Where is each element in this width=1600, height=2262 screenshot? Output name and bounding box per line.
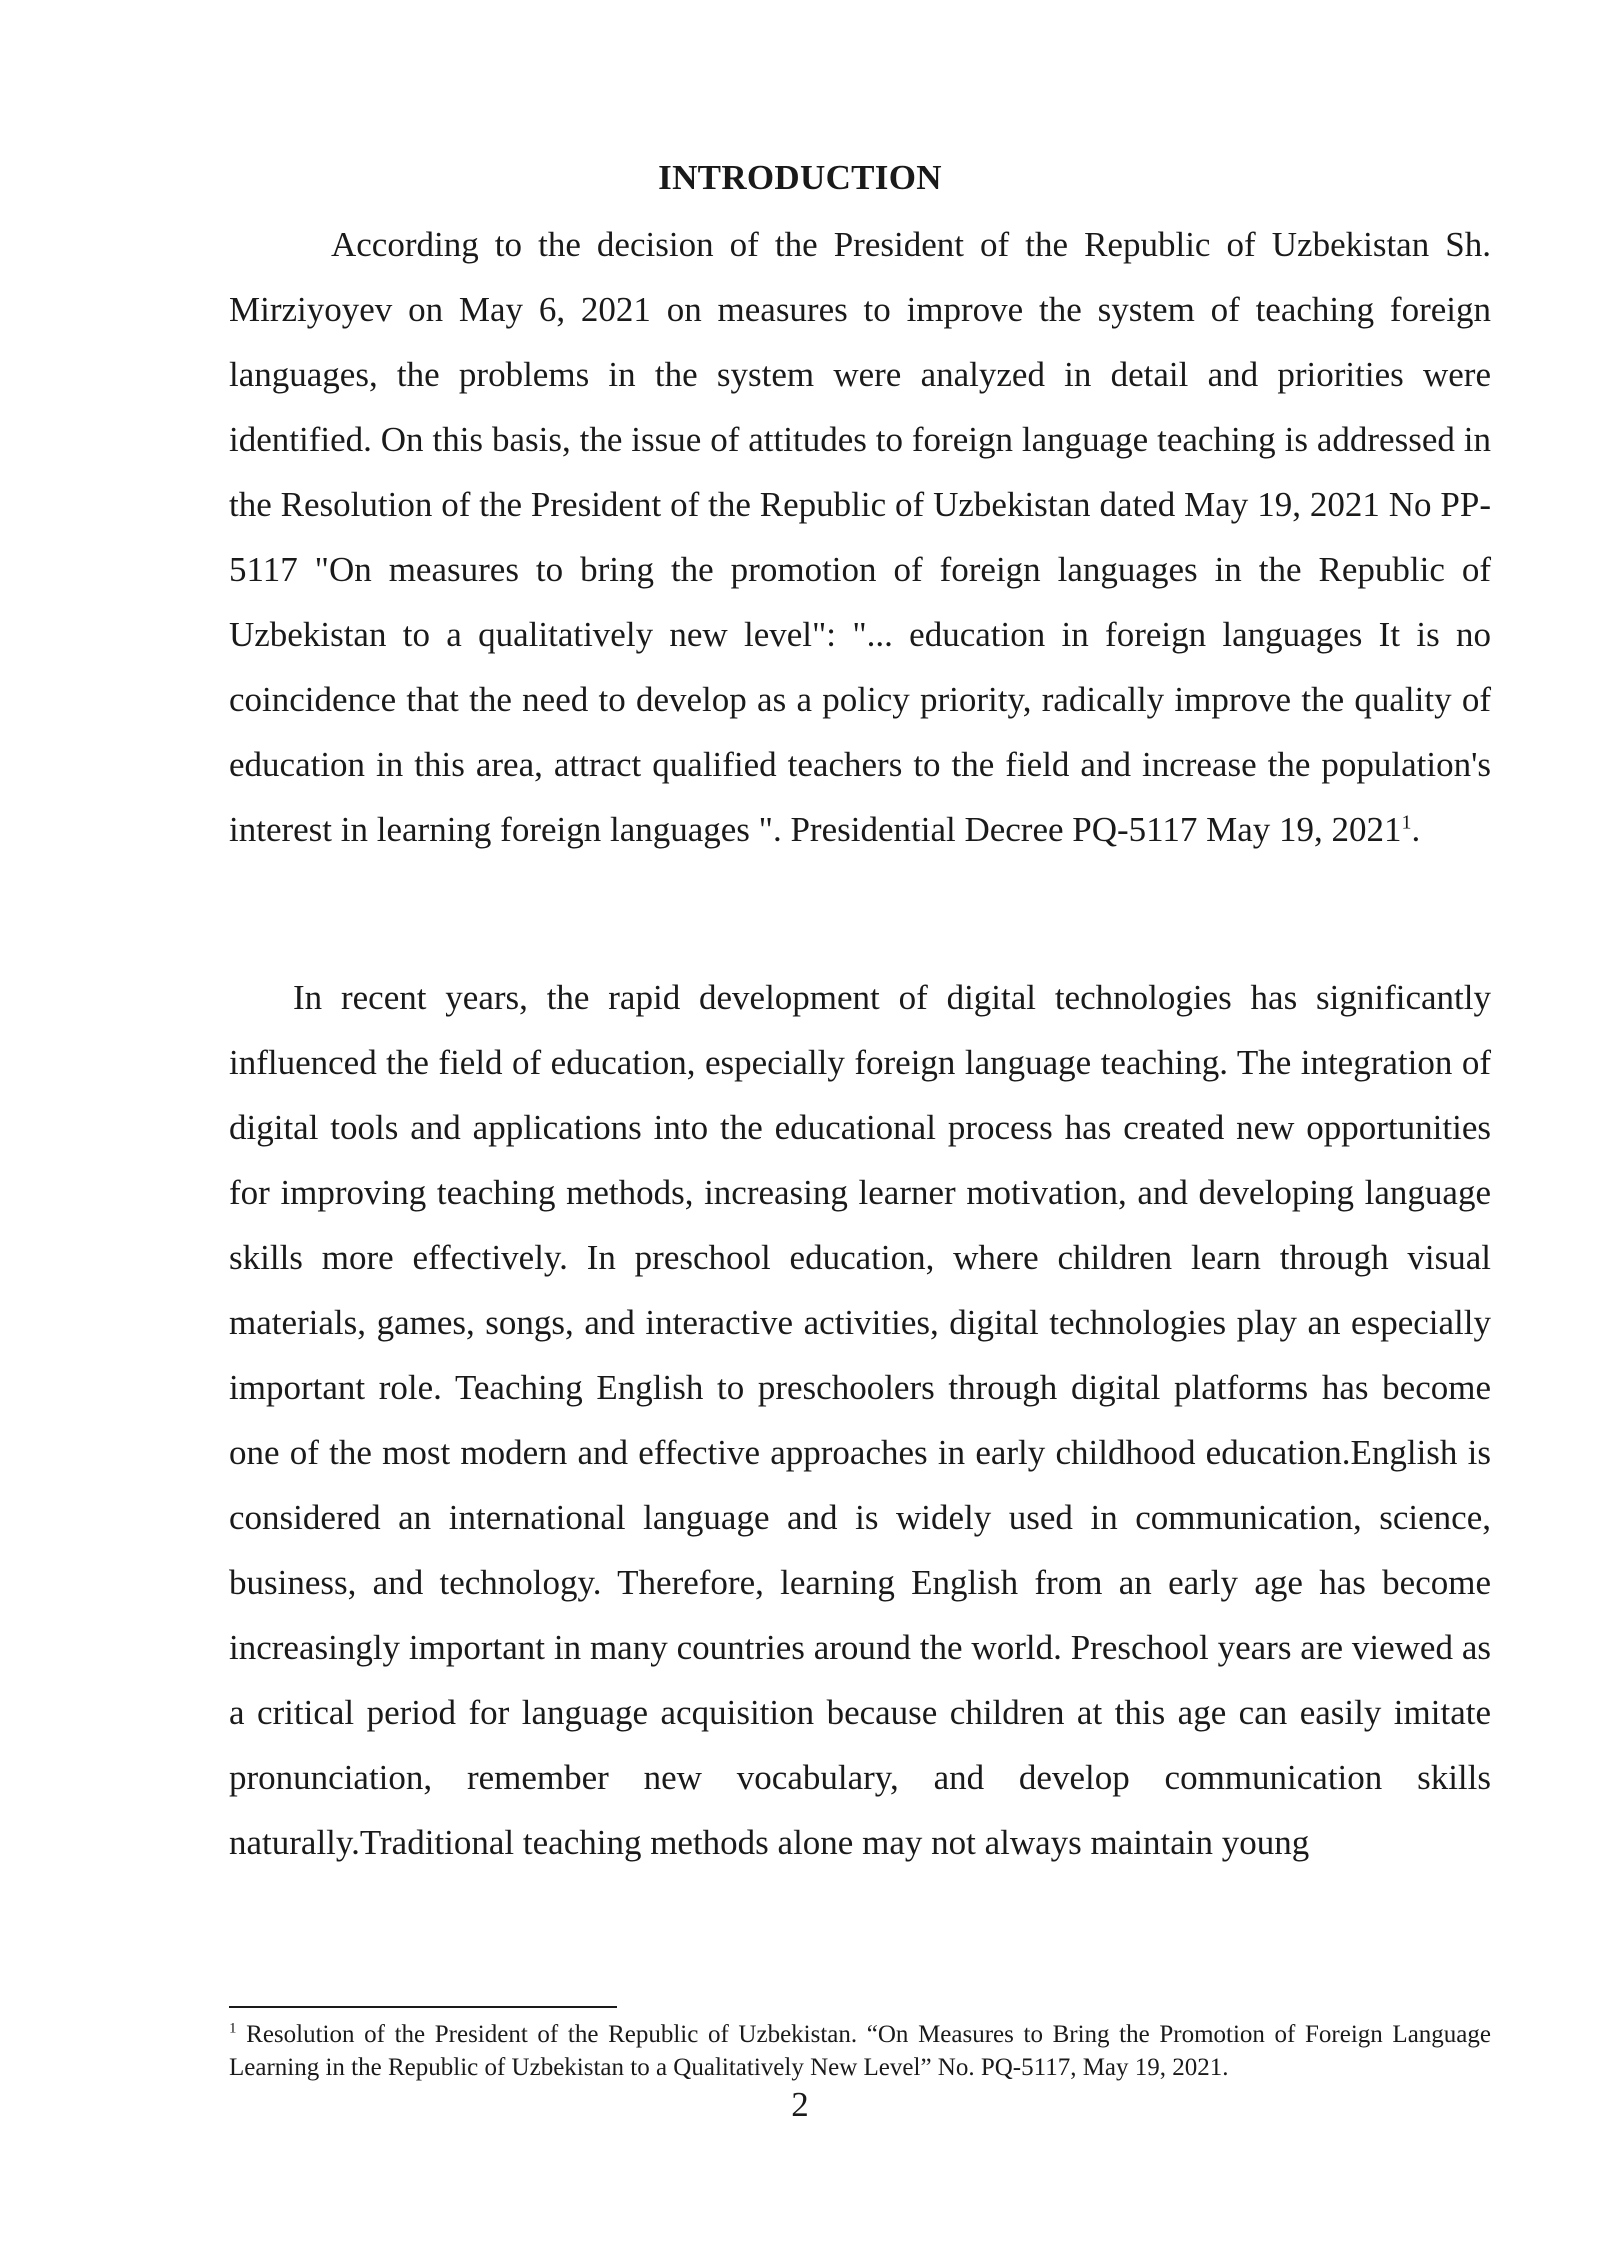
footnote-divider — [229, 2006, 617, 2008]
section-heading: INTRODUCTION — [658, 158, 942, 197]
paragraph-presidential-decree — [229, 212, 1491, 862]
paragraph-text: According to the decision of the President of the Republic of Uzbekistan Sh. Mirziyoyev on May 6, 2021 on measures to improve the system of teaching foreign languages, the problems in the system were analyzed in detail and priorities were identified. On this basis, the issue of attitudes to foreign language teaching is addressed in the Resolution of the President of the Republic of Uzbekistan dated May 19, 2021 No PP-5117 "On measures to bring the promotion of foreign languages in the Republic of Uzbekistan to a qualitatively new level": "... education in foreign languages It is no coincidence that the need to develop as a policy priority, radically improve the quality of education in this area, attract qualified teachers to the field and increase the population's interest in learning foreign languages ". Presidential Decree PQ-5117 May 19, 2021 — [229, 225, 1491, 849]
page-number: 2 — [791, 2085, 809, 2124]
footnote-text: Resolution of the President of the Republic of Uzbekistan. “On Measures to Bring the Promotion of Foreign Language Learning in the Republic of Uzbekistan to a Qualitatively New Level” No. PQ-5117, May 19, 2021. — [229, 2021, 1491, 2081]
footnote-marker: 1 — [229, 2020, 237, 2037]
footnote — [229, 2018, 1491, 2084]
paragraph-end: . — [1411, 810, 1421, 849]
footnote-reference[interactable]: 1 — [1401, 811, 1412, 834]
paragraph-digital-technologies: In recent years, the rapid development of digital technologies has significantly influenced the field of education, especially foreign language teaching. The integration of digital tools and applications into the educational process has created new opportunities for improving teaching methods, increasing learner motivation, and developing language skills more effectively. In preschool education, where children learn through visual materials, games, songs, and interactive activities, digital technologies play an especially important role. Teaching English to preschoolers through digital platforms has become one of the most modern and effective approaches in early childhood education.English is considered an international language and is widely used in communication, science, business, and technology. Therefore, learning English from an early age has become increasingly important in many countries around the world. Preschool years are viewed as a critical period for language acquisition because children at this age can easily imitate pronunciation, remember new vocabulary, and develop communication skills naturally.Traditional teaching methods alone may not always maintain young — [229, 978, 1491, 1862]
